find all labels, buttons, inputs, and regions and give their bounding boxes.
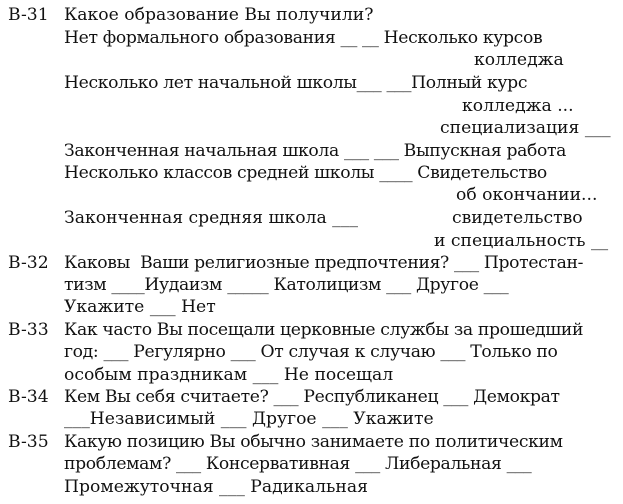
question-number-b34: B-34 <box>8 387 49 407</box>
b31-option-line: Несколько классов средней школы ____ Свидетельство <box>64 163 547 183</box>
b34-option-line: ___Независимый ___ Другое ___ Укажите <box>64 409 434 429</box>
b31-option-line: Нет формального образования __ __ Несколько курсов <box>64 28 543 48</box>
question-b31-text: Какое образование Вы получили? <box>64 5 374 25</box>
b31-option-line: колледжа ... <box>462 96 574 116</box>
question-b32-text: Каковы Ваши религиозные предпочтения? ___ Протестан- <box>64 253 584 273</box>
question-number-b31: B-31 <box>8 5 49 25</box>
b31-option-line: свидетельство <box>452 208 583 228</box>
question-b33-text: Как часто Вы посещали церковные службы за прошедший <box>64 320 584 340</box>
b31-option-line: Несколько лет начальной школы___ ___Полный курс <box>64 73 528 93</box>
b31-option-line: об окончании... <box>456 185 598 205</box>
b31-option-line: Законченная средняя школа ___ <box>64 208 358 228</box>
b31-option-line: специализация ___ <box>440 118 611 138</box>
b31-option-line: колледжа <box>474 50 564 70</box>
question-b34-text: Кем Вы себя считаете? ___ Республиканец ___ Демократ <box>64 387 560 407</box>
question-number-b32: B-32 <box>8 253 49 273</box>
b31-option-line: и специальность __ <box>434 231 609 251</box>
b35-option-line: проблемам? ___ Консервативная ___ Либеральная ___ <box>64 454 532 474</box>
b31-option-line: Законченная начальная школа ___ ___ Выпускная работа <box>64 141 567 161</box>
b32-option-line: тизм ____Иудаизм _____ Католицизм ___ Другое ___ <box>64 275 509 295</box>
b33-option-line: особым праздникам ___ Не посещал <box>64 365 394 385</box>
b33-option-line: год: ___ Регулярно ___ От случая к случаю ___ Только по <box>64 342 558 362</box>
question-number-b35: B-35 <box>8 432 49 452</box>
question-number-b33: B-33 <box>8 320 49 340</box>
b32-option-line: Укажите ___ Нет <box>64 297 216 317</box>
question-b35-text: Какую позицию Вы обычно занимаете по политическим <box>64 432 563 452</box>
b35-option-line: Промежуточная ___ Радикальная <box>64 477 368 497</box>
